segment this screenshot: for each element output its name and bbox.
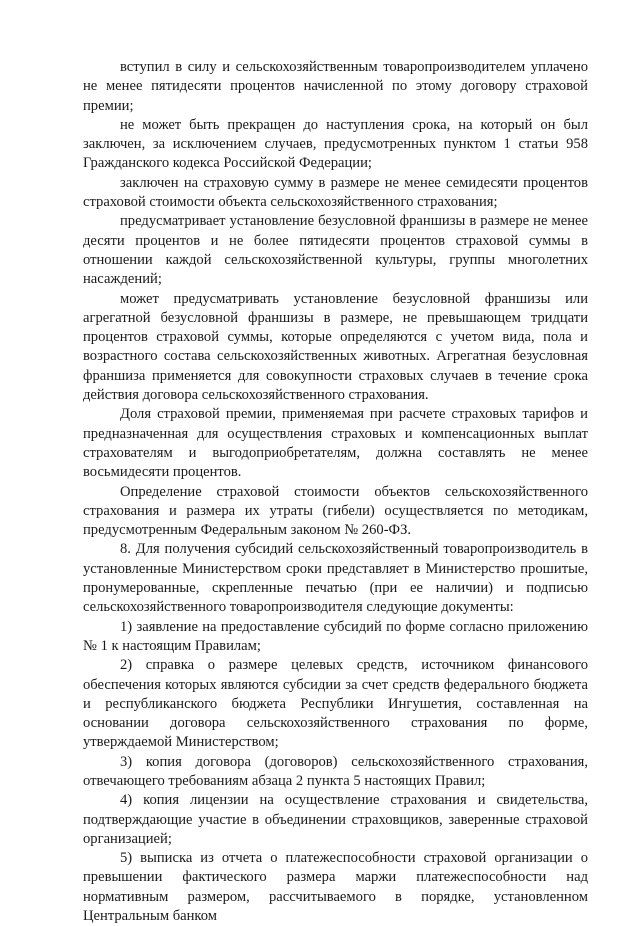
document-body [83,58,588,926]
paragraph-2: не может быть прекращен до наступления срока, на который он был заключен, за исключением случаев, предусмотренных пунктом 1 статьи 958 Гражданского кодекса Российской Федерации; [83,116,588,172]
paragraph-6: Доля страховой премии, применяемая при расчете страховых тарифов и предназначенная для осуществления страховых и компенсационных выплат страхователям и выгодоприобретателям, должна составлять не менее восьмидесяти процентов. [83,406,588,481]
paragraph-7: Определение страховой стоимости объектов сельскохозяйственного страхования и размера их утраты (гибели) осуществляется по методикам, предусмотренным Федеральным законом № 260-ФЗ. [83,483,588,539]
paragraph-11: 3) копия договора (договоров) сельскохозяйственного страхования, отвечающего требованиям абзаца 2 пункта 5 настоящих Правил; [83,753,588,789]
paragraph-4: предусматривает установление безусловной франшизы в размере не менее десяти процентов и не более пятидесяти процентов страховой суммы в отношении каждой сельскохозяйственной культуры, группы многолетних насаждений; [83,213,588,288]
paragraph-5: может предусматривать установление безусловной франшизы или агрегатной безусловной франшизы в размере, не превышающем тридцати процентов страховой суммы, которые определяются с учетом вида, пола и возрастного состава сельскохозяйственных животных. Агрегатная безусловная франшиза применяется для совокупности страховых случаев в течение срока действия договора сельскохозяйственного страхования. [83,290,588,404]
paragraph-10: 2) справка о размере целевых средств, источником финансового обеспечения которых являются субсидии за счет средств федерального бюджета и республиканского бюджета Республики Ингушетия, составленная на основании договора сельскохозяйственного страхования по форме, утверждаемой Министерством; [83,657,588,751]
paragraph-3: заключен на страховую сумму в размере не менее семидесяти процентов страховой стоимости объекта сельскохозяйственного страхования; [83,174,588,211]
paragraph-12: 4) копия лицензии на осуществление страхования и свидетельства, подтверждающие участие в объединении страховщиков, заверенные страховой организацией; [83,792,588,847]
paragraph-1: вступил в силу и сельскохозяйственным товаропроизводителем уплачено не менее пятидесяти процентов начисленной по этому договору страховой премии; [83,59,588,114]
paragraph-13: 5) выписка из отчета о платежеспособности страховой организации о превышении фактического размера маржи платежеспособности над нормативным размером, рассчитываемого в порядке, установленном Центральным банком [83,850,588,925]
paragraph-8: 8. Для получения субсидий сельскохозяйственный товаропроизводитель в установленные Министерством сроки представляет в Министерство прошитые, пронумерованные, скрепленные печатью (при ее наличии) и подписью сельскохозяйственного товаропроизводителя следующие документы: [83,541,588,616]
paragraph-9: 1) заявление на предоставление субсидий по форме согласно приложению № 1 к настоящим Правилам; [83,618,588,654]
